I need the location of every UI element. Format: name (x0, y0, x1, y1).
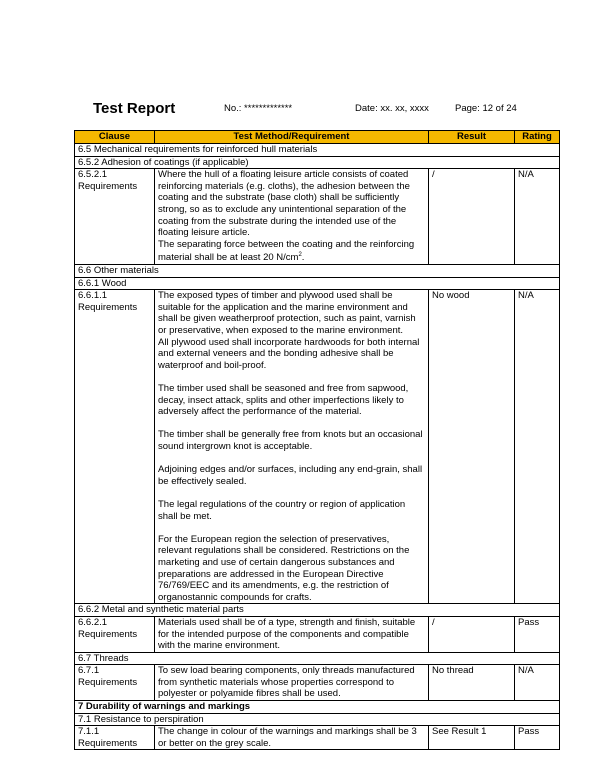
clause-label: Requirements (78, 180, 138, 192)
clause-number: 6.7.1 (78, 665, 100, 677)
rating-cell: Pass (515, 616, 560, 652)
section-row (75, 277, 560, 290)
table-row (75, 726, 560, 750)
result-cell: No wood (429, 290, 515, 604)
clause-cell (75, 616, 155, 652)
report-title: Test Report (93, 100, 176, 117)
table-row (75, 616, 560, 652)
table-row (75, 169, 560, 265)
section-row (75, 652, 560, 665)
requirement-text: Where the hull of a floating leisure article consists of coated reinforcing materials (e.g. cloths), the adhesion between the coating and the substrate (base cloth) shall be sufficiently strong, so as to exclude any unintentional separation of the coating from the substrate during the intended use of the floating leisure article. (158, 169, 410, 239)
requirement-text: All plywood used shall incorporate hardwoods for both internal and external veneers and the bonding adhesive shall be waterproof and boil-proof. (158, 336, 420, 371)
requirement-text-part: The separating force between the coating and the reinforcing material shall be at least 20 N/cm (158, 238, 415, 264)
clause-cell (75, 726, 155, 750)
clause-label: Requirements (78, 737, 138, 749)
clause-number: 6.6.1.1 (78, 290, 108, 302)
requirement-cell (155, 169, 429, 265)
report-table (74, 130, 560, 750)
rating-cell: N/A (515, 169, 560, 265)
section-heading: 6.6 Other materials (75, 265, 560, 278)
requirement-text: The legal regulations of the country or region of application shall be met. (158, 498, 406, 522)
requirement-text (158, 239, 425, 264)
requirement-text: The timber shall be generally free from knots but an occasional sound intergrown knot is acceptable. (158, 429, 423, 452)
report-date: Date: xx. xx, xxxx (355, 103, 429, 114)
clause-number: 6.6.2.1 (78, 616, 108, 628)
report-header (0, 100, 600, 122)
section-heading: 6.6.1 Wood (75, 277, 560, 290)
section-heading: 6.7 Threads (75, 652, 560, 665)
rating-cell: N/A (515, 665, 560, 701)
result-cell: No thread (429, 665, 515, 701)
section-heading: 6.5 Mechanical requirements for reinforced hull materials (75, 144, 560, 157)
requirement-text: The timber used shall be seasoned and free from sapwood, decay, insect attack, splits and other imperfections likely to adversely affect the performance of the material. (158, 383, 409, 418)
requirement-text: For the European region the selection of preservatives, relevant regulations shall be considered. Restrictions on the marketing and use of certain dangerous substances and preparations are addressed in the European Directive 76/769/EEC and its amendments, e.g. the restriction of organostannic compounds for crafts. (158, 533, 410, 603)
clause-label: Requirements (78, 676, 138, 688)
section-heading: 6.6.2 Metal and synthetic material parts (75, 604, 560, 617)
section-row (75, 265, 560, 278)
clause-cell (75, 169, 155, 265)
requirement-text-end: . (301, 252, 305, 264)
requirement-text: The exposed types of timber and plywood used shall be suitable for the application and the marine environment and shall be given weatherproof protection, such as paint, varnish or preservative, when exposed to the marine environment. (158, 290, 416, 337)
section-heading: 7.1 Resistance to perspiration (75, 713, 560, 726)
column-header-clause: Clause (75, 131, 155, 144)
table-row (75, 665, 560, 701)
section-row (75, 144, 560, 157)
clause-number: 7.1.1 (78, 726, 100, 738)
page-indicator: Page: 12 of 24 (455, 103, 517, 114)
column-header-result: Result (429, 131, 515, 144)
result-cell: / (429, 169, 515, 265)
column-header-rating: Rating (515, 131, 560, 144)
result-cell: See Result 1 (429, 726, 515, 750)
report-number: No.: ************* (224, 103, 293, 114)
rating-cell: N/A (515, 290, 560, 604)
requirement-cell: Materials used shall be of a type, strength and finish, suitable for the intended purpose of the components and compatible with the marine environment. (155, 616, 429, 652)
clause-cell (75, 290, 155, 604)
clause-label: Requirements (78, 628, 138, 640)
clause-label: Requirements (78, 301, 138, 313)
table-row (75, 290, 560, 604)
rating-cell: Pass (515, 726, 560, 750)
requirement-cell: To sew load bearing components, only threads manufactured from synthetic materials whose properties correspond to polyester or polyamide fibres shall be used. (155, 665, 429, 701)
section-row (75, 604, 560, 617)
requirement-text: Adjoining edges and/or surfaces, including any end-grain, shall be effectively sealed. (158, 464, 423, 487)
section-row (75, 701, 560, 714)
column-header-requirement: Test Method/Requirement (155, 131, 429, 144)
section-heading: 6.5.2 Adhesion of coatings (if applicable) (75, 156, 560, 169)
result-cell: / (429, 616, 515, 652)
section-row (75, 713, 560, 726)
table-header-row (75, 131, 560, 144)
section-row (75, 156, 560, 169)
requirement-cell: The change in colour of the warnings and markings shall be 3 or better on the grey scale. (155, 726, 429, 750)
clause-number: 6.5.2.1 (78, 169, 108, 181)
requirement-cell (155, 290, 429, 604)
clause-cell (75, 665, 155, 701)
section-heading: 7 Durability of warnings and markings (75, 701, 560, 714)
superscript: 2 (298, 252, 302, 259)
